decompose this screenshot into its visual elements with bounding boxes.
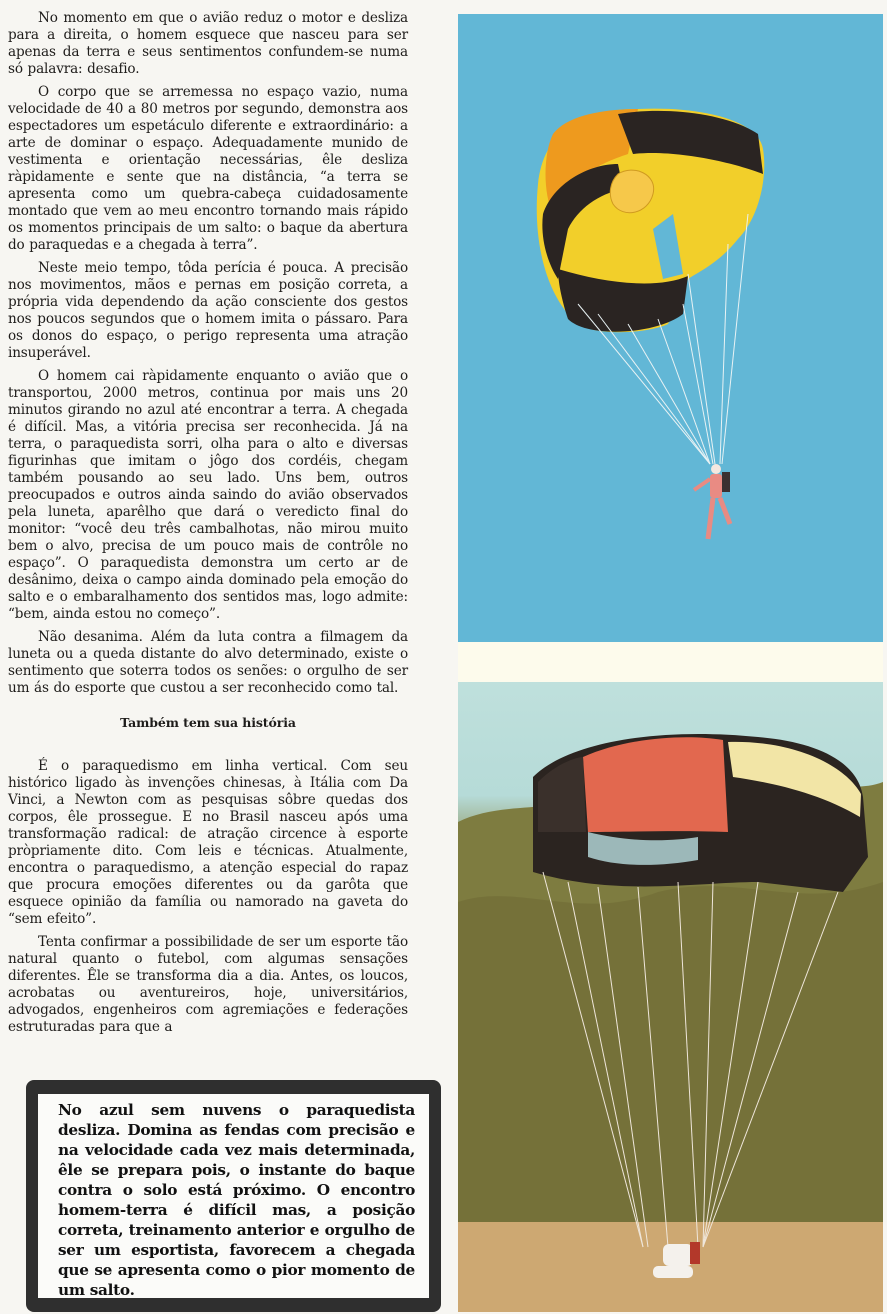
caption-box-frame bbox=[26, 1080, 441, 1312]
section-subheading: Também tem sua história bbox=[120, 715, 296, 730]
article-paragraph: Não desanima. Além da luta contra a filmagem da luneta ou a queda distante do alvo determinado, existe o sentimento que soterra todos os senões: o orgulho de ser um ás do esporte que custou a ser reconhecido como tal. bbox=[8, 629, 408, 696]
article-paragraph: É o paraquedismo em linha vertical. Com seu histórico ligado às invenções chinesas, à Itália com Da Vinci, a Newton com as pesquisas sôbre quedas dos corpos, êle prossegue. E no Brasil nasceu após uma transformação radical: de atração circence à esporte pròpriamente dito. Com leis e técnicas. Atualmente, encontra o paraquedismo, a atenção especial do rapaz que procura emoções diferentes ou da garôta que esquece opinião da família ou namorado na gaveta do “sem efeito”. bbox=[8, 758, 408, 927]
article-paragraph: O homem cai ràpidamente enquanto o avião que o transportou, 2000 metros, continua por mais uns 20 minutos girando no azul até encontrar a terra. A chegada é difícil. Mas, a vitória precisa ser reconhecida. Já na terra, o paraquedista sorri, olha para o alto e diversas figurinhas que imitam o jôgo dos cordéis, chegam também pousando ao seu lado. Uns bem, outros preocupados e outros ainda saindo do avião observados pela luneta, aparêlho que dará o veredicto final do monitor: “você deu três cambalhotas, não mirou muito bem o alvo, precisa de um pouco mais de contrôle no espaço”. O paraquedista demonstra um certo ar de desânimo, deixa o campo ainda dominado pela emoção do salto e o embaralhamento dos sentidos mas, logo admite: “bem, ainda estou no começo”. bbox=[8, 368, 408, 622]
photo-separator bbox=[458, 642, 883, 682]
photo-parachutist-sky bbox=[458, 14, 883, 642]
photo-parachutist-landing bbox=[458, 682, 883, 1312]
parachute-illustration-landing bbox=[458, 682, 883, 1312]
canopy bbox=[533, 734, 868, 892]
article-paragraph: Neste meio tempo, tôda perícia é pouca. A precisão nos movimentos, mãos e pernas em posição correta, a própria vida dependendo da ação consciente dos gestos nos poucos segundos que o homem imita o pássaro. Para os donos do espaço, o perigo representa uma atração insuperável. bbox=[8, 260, 408, 361]
article-paragraph: O corpo que se arremessa no espaço vazio, numa velocidade de 40 a 80 metros por segundo, demonstra aos espectadores um espetáculo diferente e extraordinário: a arte de dominar o espaço. Adequadamente munido de vestimenta e orientação necessárias, êle desliza ràpidamente e sente que na distância, “a terra se apresenta como um quebra-cabeça cuidadosamente montado que vem ao meu encontro tornando mais rápido os momentos principais de um salto: o baque da abertura do paraquedas e a chegada à terra”. bbox=[8, 84, 408, 253]
article-column bbox=[8, 10, 408, 1042]
photo-caption: No azul sem nuvens o paraquedista desliza. Domina as fendas com precisão e na velocidade cada vez mais determinada, êle se prepara pois, o instante do baque contra o solo está próximo. O encontro homem-terra é difícil mas, a posição correta, treinamento anterior e orgulho de ser um esportista, favorecem a chegada que se apresenta como o pior momento de um salto. bbox=[58, 1101, 415, 1299]
parachute-illustration-sky bbox=[458, 14, 883, 642]
article-paragraph: No momento em que o avião reduz o motor e desliza para a direita, o homem esquece que nasceu para ser apenas da terra e seus sentimentos confundem-se numa só palavra: desafio. bbox=[8, 10, 408, 77]
canopy bbox=[537, 109, 765, 333]
article-paragraph: Tenta confirmar a possibilidade de ser um esporte tão natural quanto o futebol, com algumas sensações diferentes. Êle se transforma dia a dia. Antes, os loucos, acrobatas ou aventureiros, hoje, universitários, advogados, engenheiros com agremiações e federações estruturadas para que a bbox=[8, 934, 408, 1035]
caption-box bbox=[38, 1094, 429, 1298]
parachutist bbox=[694, 464, 730, 539]
